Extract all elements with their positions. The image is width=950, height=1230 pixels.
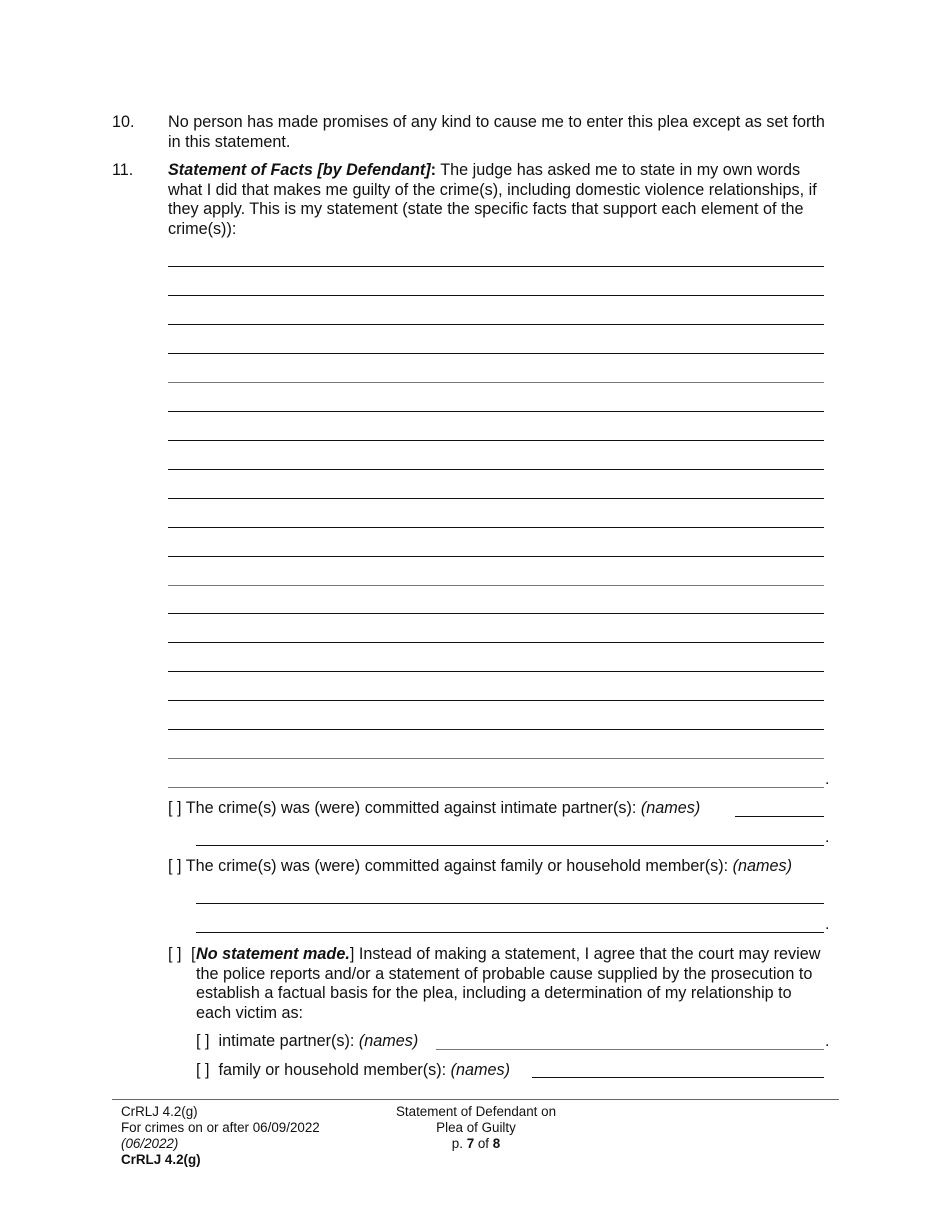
statement-line[interactable] [168, 556, 824, 557]
statement-line[interactable] [168, 729, 824, 730]
statement-line[interactable] [168, 266, 824, 267]
statement-line[interactable] [168, 700, 824, 701]
statement-line[interactable] [168, 758, 824, 759]
statement-line[interactable] [168, 527, 824, 528]
sub-family-names-label: (names) [450, 1061, 510, 1079]
footer-rule-id: CrRLJ 4.2(g) [121, 1104, 198, 1119]
no-statement-text [196, 945, 826, 1023]
sub-family-checkbox[interactable]: [ ] [196, 1061, 210, 1079]
sub-intimate-label: intimate partner(s): [218, 1032, 359, 1050]
sub-intimate-checkbox[interactable]: [ ] [196, 1032, 210, 1050]
intimate-partner-option [168, 799, 700, 819]
statement-line[interactable] [168, 295, 824, 296]
statement-line[interactable] [168, 671, 824, 672]
footer-center [376, 1104, 576, 1152]
family-end-period: . [825, 916, 830, 933]
item-10-text: No person has made promises of any kind to cause me to enter this plea except as set forth in this statement. [168, 113, 825, 151]
item-11-text [168, 161, 836, 239]
intimate-end-period: . [825, 829, 830, 846]
item-10-number: 10. [112, 113, 135, 131]
statement-line[interactable] [168, 440, 824, 441]
no-statement-open-bracket: [ [191, 945, 196, 963]
intimate-partner-text: The crime(s) was (were) committed against intimate partner(s): [185, 799, 641, 817]
statement-line[interactable] [168, 585, 824, 586]
family-member-names-field[interactable] [196, 903, 824, 904]
family-member-option [168, 857, 792, 877]
statement-line[interactable] [168, 642, 824, 643]
footer-form-number: CrRLJ 4.2(g) [121, 1152, 201, 1167]
statement-line[interactable] [168, 382, 824, 383]
no-statement-checkbox[interactable]: [ ] [168, 945, 182, 963]
sub-family-label: family or household member(s): [218, 1061, 451, 1079]
statement-line[interactable] [168, 613, 824, 614]
no-statement-body: Instead of making a statement, I agree that the court may review the police reports and/or a statement of probable cause supplied by the prosecution to establish a factual basis for the plea, including a determination of my relationship to each victim as: [196, 945, 821, 1022]
statement-line[interactable] [168, 787, 824, 788]
footer-revision-date: (06/2022) [121, 1136, 179, 1151]
family-member-checkbox[interactable]: [ ] [168, 857, 182, 875]
item-11-heading-colon: : [430, 161, 437, 179]
page-of: of [474, 1136, 493, 1151]
item-11-number: 11. [112, 161, 134, 179]
sub-intimate-end-period: . [825, 1033, 830, 1050]
footer-form-title-1: Statement of Defendant on [395, 1104, 557, 1119]
intimate-partner-names-field[interactable] [735, 816, 824, 817]
item-11-body: The judge has asked me to state in my own words what I did that makes me guilty of the crime(s), including domestic violence relationships, if they apply. This is my statement (state the specific facts that support each element of the crime(s)): [168, 161, 817, 238]
family-member-names-label: (names) [732, 857, 793, 875]
page-total: 8 [492, 1136, 501, 1151]
sub-intimate-option [196, 1032, 418, 1052]
sub-intimate-names-label: (names) [358, 1032, 419, 1050]
family-member-names-field-2[interactable] [196, 932, 824, 933]
sub-family-names-field[interactable] [532, 1077, 824, 1078]
page-prefix: p. [451, 1136, 467, 1151]
footer-form-title-2: Plea of Guilty [436, 1120, 516, 1135]
statement-line[interactable] [168, 498, 824, 499]
footer-effective-date: For crimes on or after 06/09/2022 [121, 1120, 320, 1135]
intimate-partner-checkbox[interactable]: [ ] [168, 799, 182, 817]
no-statement-close-bracket: ] [349, 945, 355, 963]
intimate-partner-names-field-2[interactable] [196, 845, 824, 846]
statement-line[interactable] [168, 469, 824, 470]
footer-page-number [376, 1136, 576, 1152]
page-current: 7 [466, 1136, 475, 1151]
item-11-heading: Statement of Facts [by Defendant] [168, 161, 431, 179]
footer-left [121, 1104, 320, 1168]
sub-family-option [196, 1061, 510, 1081]
footer-divider [112, 1099, 839, 1100]
family-member-text: The crime(s) was (were) committed against family or household member(s): [185, 857, 733, 875]
statement-line[interactable] [168, 411, 824, 412]
sub-intimate-names-field[interactable] [436, 1049, 824, 1050]
statement-line[interactable] [168, 353, 824, 354]
statement-end-period: . [825, 771, 830, 788]
intimate-partner-names-label: (names) [640, 799, 701, 817]
statement-line[interactable] [168, 324, 824, 325]
no-statement-heading: No statement made. [196, 945, 350, 963]
